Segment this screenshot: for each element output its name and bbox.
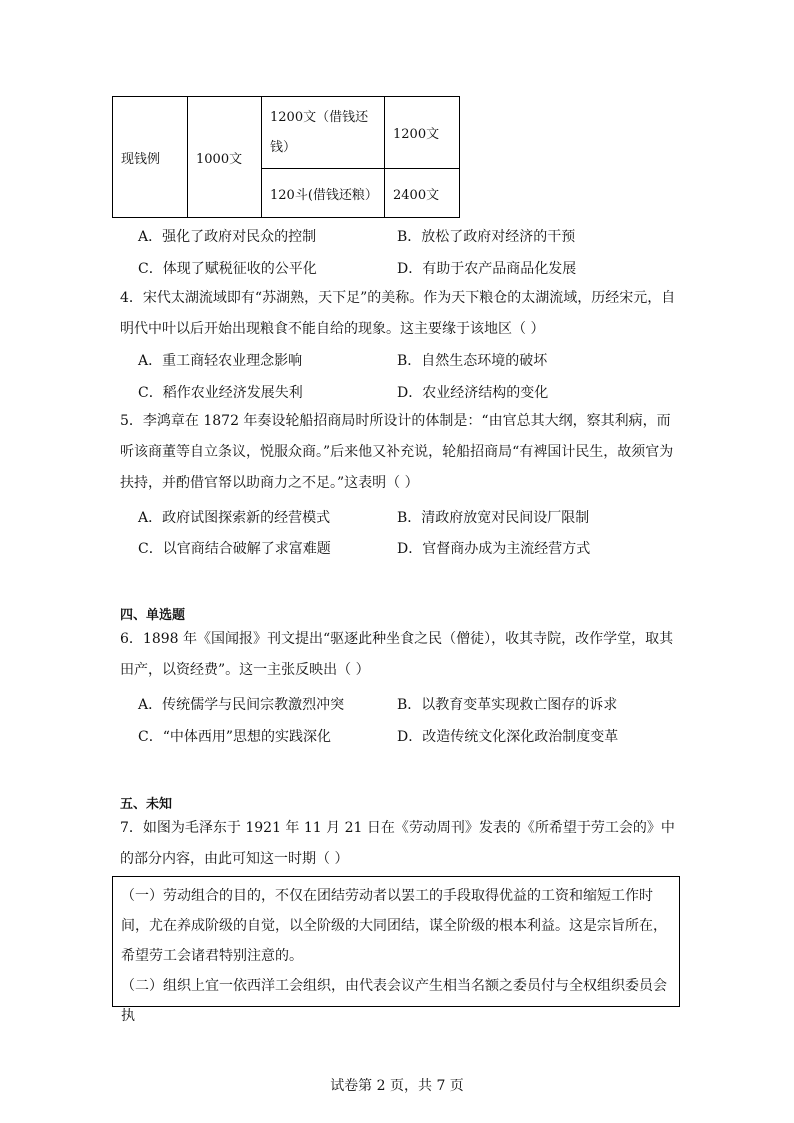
- exchange-table: [112, 96, 460, 218]
- q6-stem: 6．1898 年《国闻报》刊文提出“驱逐此种坐食之民（僧徒），收其寺院，改作学堂，取其田产，以资经费”。这一主张反映出（ ）: [120, 631, 674, 678]
- q7-stem: 7．如图为毛泽东于 1921 年 11 月 21 日在《劳动周刊》发表的《所希望于劳工会的》中的部分内容，由此可知这一时期（ ）: [120, 820, 675, 867]
- q5-option-b: B．清政府放宽对民间设厂限制: [397, 510, 590, 526]
- quote-paragraph-1: （一）劳动组合的目的，不仅在团结劳动者以罢工的手段取得优益的工资和缩短工作时间，尤在养成阶级的自觉，以全阶级的大同团结，谋全阶级的根本利益。这是宗旨所在，希望劳工会诸君特别注意的。: [121, 888, 667, 964]
- q6-option-b: B．以教育变革实现救亡图存的诉求: [397, 697, 618, 713]
- table-cell-1200: 1200文: [385, 97, 460, 169]
- q6-option-d: D．改造传统文化深化政治制度变革: [397, 729, 619, 745]
- quote-box: [112, 876, 680, 1024]
- q3-option-d: D．有助于农产品商品化发展: [397, 261, 577, 277]
- section-heading-4: 四、单选题: [120, 608, 186, 623]
- table-cell-2400: 2400文: [385, 169, 460, 218]
- q4-stem: 4．宋代太湖流域即有“苏湖熟，天下足”的美称。作为天下粮仓的太湖流域，历经宋元，自明代中叶以后开始出现粮食不能自给的现象。这主要缘于该地区（ ）: [120, 290, 676, 337]
- q5-option-c: C．以官商结合破解了求富难题: [138, 541, 331, 557]
- table-cell-loan-grain: 120斗(借钱还粮）: [262, 169, 385, 218]
- section-heading-5: 五、未知: [120, 797, 173, 812]
- quote-paragraph-2: （二）组织上宜一依西洋工会组织，由代表会议产生相当名额之委员付与全权组织委员会执: [121, 978, 667, 1024]
- q3-option-a: A．强化了政府对民众的控制: [138, 229, 317, 245]
- page-footer: 试卷第 2 页，共 7 页: [330, 1078, 464, 1094]
- table-cell-1000: 1000文: [188, 97, 262, 218]
- q6-option-a: A．传统儒学与民间宗教激烈冲突: [138, 697, 345, 713]
- q5-option-a: A．政府试图探索新的经营模式: [138, 510, 331, 526]
- q4-option-c: C．稻作农业经济发展失利: [138, 385, 303, 401]
- q6-option-c: C．“中体西用”思想的实践深化: [138, 729, 332, 745]
- q5-stem: 5．李鸿章在 1872 年奏设轮船招商局时所设计的体制是：“由官总其大纲，察其利病，而听该商董等自立条议，悦服众商。”后来他又补充说，轮船招商局“有裨国计民生，故须官为扶持，并酌借官帑以助商力之不足。”这表明（ ）: [120, 413, 674, 491]
- q3-option-b: B．放松了政府对经济的干预: [397, 229, 576, 245]
- q4-option-d: D．农业经济结构的变化: [397, 385, 549, 401]
- table-row-label: 现钱例: [113, 97, 188, 218]
- q4-option-b: B．自然生态环境的破坏: [397, 353, 548, 369]
- q4-option-a: A．重工商轻农业理念影响: [138, 353, 303, 369]
- q3-option-c: C．体现了赋税征收的公平化: [138, 261, 317, 277]
- table-cell-loan-money: 1200文（借钱还钱）: [262, 97, 385, 169]
- q5-option-d: D．官督商办成为主流经营方式: [397, 541, 591, 557]
